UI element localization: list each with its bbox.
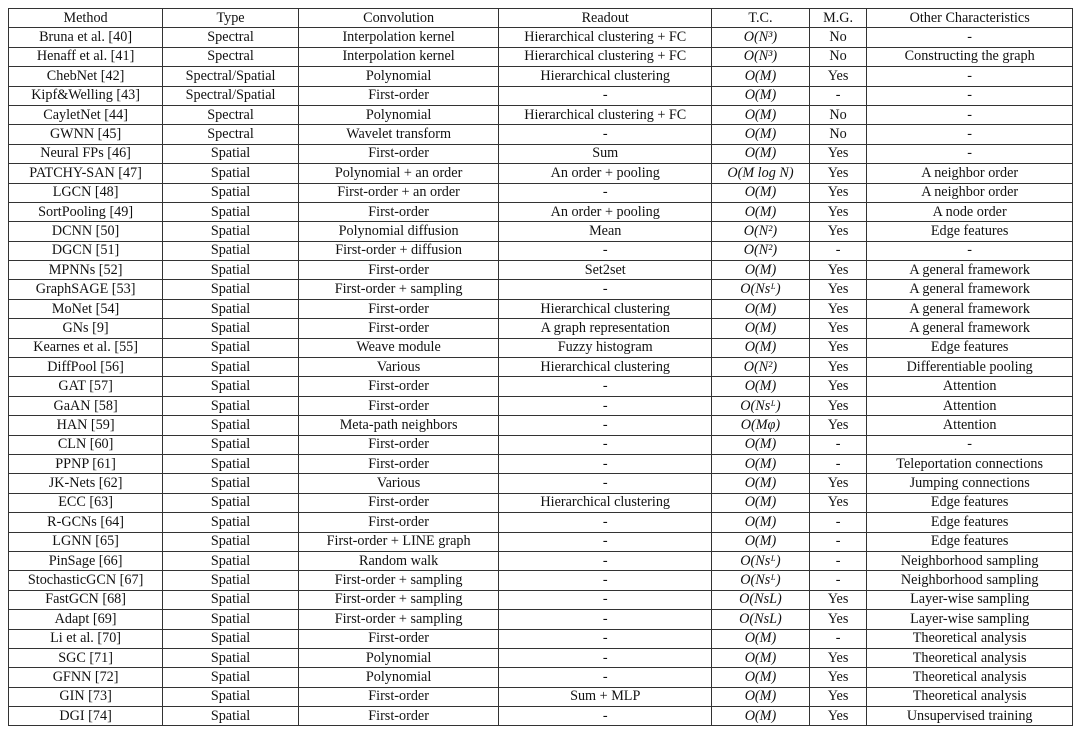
time-complexity-cell: O(M)	[712, 144, 810, 163]
table-row	[9, 474, 1073, 493]
table-row	[9, 47, 1073, 66]
time-complexity-cell: O(M)	[712, 687, 810, 706]
method-cell: CayletNet [44]	[9, 105, 163, 124]
time-complexity-cell: O(M)	[712, 435, 810, 454]
table-row	[9, 435, 1073, 454]
other-characteristics-cell: -	[867, 67, 1073, 86]
multiple-graphs-cell: Yes	[809, 183, 867, 202]
method-cell: Kipf&Welling [43]	[9, 86, 163, 105]
convolution-cell: Polynomial	[298, 105, 498, 124]
method-cell: ChebNet [42]	[9, 67, 163, 86]
table-row	[9, 28, 1073, 47]
convolution-cell: First-order	[298, 144, 498, 163]
readout-cell: -	[499, 454, 712, 473]
time-complexity-cell: O(NsL)	[712, 610, 810, 629]
convolution-cell: Polynomial	[298, 668, 498, 687]
readout-cell: -	[499, 183, 712, 202]
time-complexity-cell: O(M)	[712, 707, 810, 726]
table-row	[9, 125, 1073, 144]
other-characteristics-cell: A general framework	[867, 261, 1073, 280]
multiple-graphs-cell: Yes	[809, 319, 867, 338]
other-characteristics-cell: A general framework	[867, 280, 1073, 299]
other-characteristics-cell: Edge features	[867, 493, 1073, 512]
type-cell: Spatial	[163, 435, 299, 454]
table-row	[9, 222, 1073, 241]
multiple-graphs-cell: Yes	[809, 493, 867, 512]
convolution-cell: First-order	[298, 493, 498, 512]
method-cell: DGCN [51]	[9, 241, 163, 260]
method-cell: GFNN [72]	[9, 668, 163, 687]
convolution-cell: Polynomial	[298, 648, 498, 667]
other-characteristics-cell: A neighbor order	[867, 164, 1073, 183]
multiple-graphs-cell: -	[809, 86, 867, 105]
type-cell: Spatial	[163, 551, 299, 570]
time-complexity-cell: O(Nsᴸ)	[712, 571, 810, 590]
multiple-graphs-cell: Yes	[809, 396, 867, 415]
table-row	[9, 299, 1073, 318]
table-row	[9, 241, 1073, 260]
type-cell: Spatial	[163, 707, 299, 726]
time-complexity-cell: O(M)	[712, 202, 810, 221]
other-characteristics-cell: A neighbor order	[867, 183, 1073, 202]
readout-cell: -	[499, 280, 712, 299]
other-characteristics-cell: Theoretical analysis	[867, 629, 1073, 648]
type-cell: Spatial	[163, 454, 299, 473]
convolution-cell: First-order + an order	[298, 183, 498, 202]
multiple-graphs-cell: Yes	[809, 144, 867, 163]
readout-cell: -	[499, 513, 712, 532]
method-cell: SGC [71]	[9, 648, 163, 667]
table-row	[9, 513, 1073, 532]
convolution-cell: Polynomial	[298, 67, 498, 86]
comparison-table-container	[8, 8, 1073, 726]
multiple-graphs-cell: No	[809, 28, 867, 47]
method-cell: GNs [9]	[9, 319, 163, 338]
table-row	[9, 164, 1073, 183]
time-complexity-cell: O(M)	[712, 454, 810, 473]
type-cell: Spatial	[163, 261, 299, 280]
method-cell: Li et al. [70]	[9, 629, 163, 648]
convolution-cell: First-order	[298, 435, 498, 454]
type-cell: Spectral	[163, 47, 299, 66]
method-cell: Kearnes et al. [55]	[9, 338, 163, 357]
other-characteristics-cell: Constructing the graph	[867, 47, 1073, 66]
other-characteristics-cell: -	[867, 125, 1073, 144]
type-cell: Spatial	[163, 629, 299, 648]
time-complexity-cell: O(M)	[712, 668, 810, 687]
type-cell: Spatial	[163, 358, 299, 377]
multiple-graphs-cell: Yes	[809, 687, 867, 706]
other-characteristics-cell: Layer-wise sampling	[867, 590, 1073, 609]
readout-cell: -	[499, 241, 712, 260]
multiple-graphs-cell: Yes	[809, 338, 867, 357]
other-characteristics-cell: Theoretical analysis	[867, 687, 1073, 706]
table-row	[9, 590, 1073, 609]
convolution-cell: First-order + sampling	[298, 280, 498, 299]
time-complexity-cell: O(M)	[712, 261, 810, 280]
convolution-cell: Polynomial diffusion	[298, 222, 498, 241]
readout-cell: -	[499, 435, 712, 454]
method-cell: Neural FPs [46]	[9, 144, 163, 163]
convolution-cell: Random walk	[298, 551, 498, 570]
method-cell: DCNN [50]	[9, 222, 163, 241]
other-characteristics-cell: -	[867, 435, 1073, 454]
method-cell: Adapt [69]	[9, 610, 163, 629]
method-cell: LGCN [48]	[9, 183, 163, 202]
convolution-cell: First-order	[298, 454, 498, 473]
time-complexity-cell: O(M)	[712, 532, 810, 551]
readout-cell: An order + pooling	[499, 202, 712, 221]
type-cell: Spatial	[163, 513, 299, 532]
table-row	[9, 280, 1073, 299]
convolution-cell: First-order	[298, 261, 498, 280]
table-row	[9, 493, 1073, 512]
multiple-graphs-cell: No	[809, 47, 867, 66]
method-cell: SortPooling [49]	[9, 202, 163, 221]
multiple-graphs-cell: Yes	[809, 222, 867, 241]
multiple-graphs-cell: -	[809, 551, 867, 570]
method-cell: R-GCNs [64]	[9, 513, 163, 532]
type-cell: Spatial	[163, 474, 299, 493]
header-readout: Readout	[499, 9, 712, 28]
readout-cell: -	[499, 707, 712, 726]
method-cell: Henaff et al. [41]	[9, 47, 163, 66]
time-complexity-cell: O(M)	[712, 86, 810, 105]
type-cell: Spatial	[163, 164, 299, 183]
readout-cell: Sum	[499, 144, 712, 163]
method-cell: MPNNs [52]	[9, 261, 163, 280]
method-cell: DiffPool [56]	[9, 358, 163, 377]
readout-cell: -	[499, 668, 712, 687]
convolution-cell: Weave module	[298, 338, 498, 357]
readout-cell: -	[499, 416, 712, 435]
other-characteristics-cell: Jumping connections	[867, 474, 1073, 493]
time-complexity-cell: O(N²)	[712, 358, 810, 377]
type-cell: Spectral	[163, 125, 299, 144]
table-row	[9, 358, 1073, 377]
convolution-cell: First-order	[298, 396, 498, 415]
time-complexity-cell: O(N²)	[712, 222, 810, 241]
multiple-graphs-cell: Yes	[809, 648, 867, 667]
multiple-graphs-cell: -	[809, 454, 867, 473]
time-complexity-cell: O(M)	[712, 377, 810, 396]
type-cell: Spatial	[163, 648, 299, 667]
readout-cell: Set2set	[499, 261, 712, 280]
time-complexity-cell: O(M)	[712, 513, 810, 532]
method-cell: DGI [74]	[9, 707, 163, 726]
table-row	[9, 610, 1073, 629]
time-complexity-cell: O(N³)	[712, 47, 810, 66]
readout-cell: Hierarchical clustering	[499, 299, 712, 318]
method-cell: GaAN [58]	[9, 396, 163, 415]
readout-cell: -	[499, 532, 712, 551]
convolution-cell: First-order	[298, 202, 498, 221]
other-characteristics-cell: Theoretical analysis	[867, 648, 1073, 667]
other-characteristics-cell: Neighborhood sampling	[867, 571, 1073, 590]
time-complexity-cell: O(M)	[712, 648, 810, 667]
type-cell: Spectral/Spatial	[163, 67, 299, 86]
convolution-cell: Interpolation kernel	[298, 28, 498, 47]
other-characteristics-cell: -	[867, 86, 1073, 105]
time-complexity-cell: O(M)	[712, 67, 810, 86]
table-row	[9, 67, 1073, 86]
convolution-cell: First-order	[298, 687, 498, 706]
multiple-graphs-cell: Yes	[809, 299, 867, 318]
readout-cell: Hierarchical clustering	[499, 493, 712, 512]
convolution-cell: First-order	[298, 513, 498, 532]
other-characteristics-cell: Differentiable pooling	[867, 358, 1073, 377]
convolution-cell: First-order + diffusion	[298, 241, 498, 260]
header-time-complexity: T.C.	[712, 9, 810, 28]
readout-cell: -	[499, 610, 712, 629]
method-cell: HAN [59]	[9, 416, 163, 435]
time-complexity-cell: O(M)	[712, 474, 810, 493]
method-cell: LGNN [65]	[9, 532, 163, 551]
table-row	[9, 183, 1073, 202]
convolution-cell: First-order	[298, 86, 498, 105]
method-cell: MoNet [54]	[9, 299, 163, 318]
other-characteristics-cell: -	[867, 241, 1073, 260]
multiple-graphs-cell: -	[809, 435, 867, 454]
method-cell: GWNN [45]	[9, 125, 163, 144]
convolution-cell: First-order	[298, 629, 498, 648]
type-cell: Spatial	[163, 183, 299, 202]
readout-cell: -	[499, 590, 712, 609]
readout-cell: Hierarchical clustering + FC	[499, 28, 712, 47]
table-row	[9, 319, 1073, 338]
table-row	[9, 416, 1073, 435]
table-row	[9, 648, 1073, 667]
type-cell: Spatial	[163, 377, 299, 396]
readout-cell: -	[499, 86, 712, 105]
readout-cell: Fuzzy histogram	[499, 338, 712, 357]
multiple-graphs-cell: Yes	[809, 474, 867, 493]
header-method: Method	[9, 9, 163, 28]
readout-cell: A graph representation	[499, 319, 712, 338]
readout-cell: Hierarchical clustering	[499, 67, 712, 86]
method-cell: ECC [63]	[9, 493, 163, 512]
time-complexity-cell: O(M)	[712, 319, 810, 338]
method-cell: Bruna et al. [40]	[9, 28, 163, 47]
table-row	[9, 687, 1073, 706]
method-cell: CLN [60]	[9, 435, 163, 454]
time-complexity-cell: O(M log N)	[712, 164, 810, 183]
table-row	[9, 377, 1073, 396]
type-cell: Spatial	[163, 610, 299, 629]
type-cell: Spatial	[163, 590, 299, 609]
multiple-graphs-cell: Yes	[809, 590, 867, 609]
readout-cell: -	[499, 551, 712, 570]
type-cell: Spatial	[163, 571, 299, 590]
header-row	[9, 9, 1073, 28]
convolution-cell: First-order + LINE graph	[298, 532, 498, 551]
readout-cell: Hierarchical clustering	[499, 358, 712, 377]
table-row	[9, 668, 1073, 687]
time-complexity-cell: O(Nsᴸ)	[712, 551, 810, 570]
other-characteristics-cell: Teleportation connections	[867, 454, 1073, 473]
time-complexity-cell: O(N²)	[712, 241, 810, 260]
method-cell: StochasticGCN [67]	[9, 571, 163, 590]
header-convolution: Convolution	[298, 9, 498, 28]
convolution-cell: Various	[298, 358, 498, 377]
other-characteristics-cell: Layer-wise sampling	[867, 610, 1073, 629]
time-complexity-cell: O(Nsᴸ)	[712, 280, 810, 299]
multiple-graphs-cell: -	[809, 241, 867, 260]
type-cell: Spatial	[163, 144, 299, 163]
table-row	[9, 532, 1073, 551]
multiple-graphs-cell: Yes	[809, 280, 867, 299]
method-cell: PATCHY-SAN [47]	[9, 164, 163, 183]
multiple-graphs-cell: -	[809, 513, 867, 532]
convolution-cell: First-order + sampling	[298, 610, 498, 629]
time-complexity-cell: O(Mφ)	[712, 416, 810, 435]
multiple-graphs-cell: Yes	[809, 358, 867, 377]
type-cell: Spatial	[163, 222, 299, 241]
type-cell: Spatial	[163, 396, 299, 415]
convolution-cell: First-order	[298, 707, 498, 726]
time-complexity-cell: O(Nsᴸ)	[712, 396, 810, 415]
method-cell: PPNP [61]	[9, 454, 163, 473]
other-characteristics-cell: -	[867, 144, 1073, 163]
convolution-cell: Various	[298, 474, 498, 493]
type-cell: Spatial	[163, 280, 299, 299]
convolution-cell: Wavelet transform	[298, 125, 498, 144]
multiple-graphs-cell: Yes	[809, 164, 867, 183]
header-other-characteristics: Other Characteristics	[867, 9, 1073, 28]
table-row	[9, 629, 1073, 648]
convolution-cell: First-order + sampling	[298, 590, 498, 609]
time-complexity-cell: O(M)	[712, 629, 810, 648]
header-multiple-graphs: M.G.	[809, 9, 867, 28]
multiple-graphs-cell: Yes	[809, 707, 867, 726]
time-complexity-cell: O(N³)	[712, 28, 810, 47]
time-complexity-cell: O(M)	[712, 493, 810, 512]
multiple-graphs-cell: Yes	[809, 416, 867, 435]
time-complexity-cell: O(M)	[712, 125, 810, 144]
multiple-graphs-cell: -	[809, 629, 867, 648]
type-cell: Spectral	[163, 105, 299, 124]
type-cell: Spatial	[163, 668, 299, 687]
other-characteristics-cell: Edge features	[867, 338, 1073, 357]
convolution-cell: Polynomial + an order	[298, 164, 498, 183]
other-characteristics-cell: -	[867, 28, 1073, 47]
readout-cell: -	[499, 377, 712, 396]
other-characteristics-cell: Neighborhood sampling	[867, 551, 1073, 570]
time-complexity-cell: O(M)	[712, 299, 810, 318]
convolution-cell: First-order + sampling	[298, 571, 498, 590]
other-characteristics-cell: A general framework	[867, 319, 1073, 338]
readout-cell: An order + pooling	[499, 164, 712, 183]
table-row	[9, 144, 1073, 163]
multiple-graphs-cell: Yes	[809, 610, 867, 629]
other-characteristics-cell: -	[867, 105, 1073, 124]
table-row	[9, 454, 1073, 473]
method-cell: GIN [73]	[9, 687, 163, 706]
table-row	[9, 707, 1073, 726]
multiple-graphs-cell: Yes	[809, 668, 867, 687]
table-row	[9, 105, 1073, 124]
table-row	[9, 86, 1073, 105]
readout-cell: -	[499, 629, 712, 648]
table-row	[9, 202, 1073, 221]
convolution-cell: Interpolation kernel	[298, 47, 498, 66]
readout-cell: -	[499, 571, 712, 590]
multiple-graphs-cell: No	[809, 105, 867, 124]
method-cell: GAT [57]	[9, 377, 163, 396]
multiple-graphs-cell: Yes	[809, 261, 867, 280]
multiple-graphs-cell: Yes	[809, 67, 867, 86]
readout-cell: Mean	[499, 222, 712, 241]
type-cell: Spatial	[163, 319, 299, 338]
table-row	[9, 396, 1073, 415]
type-cell: Spatial	[163, 493, 299, 512]
multiple-graphs-cell: -	[809, 571, 867, 590]
other-characteristics-cell: Attention	[867, 377, 1073, 396]
other-characteristics-cell: A node order	[867, 202, 1073, 221]
convolution-cell: First-order	[298, 377, 498, 396]
time-complexity-cell: O(NsL)	[712, 590, 810, 609]
gnn-comparison-table	[8, 8, 1073, 726]
convolution-cell: First-order	[298, 299, 498, 318]
header-type: Type	[163, 9, 299, 28]
table-row	[9, 261, 1073, 280]
table-body	[9, 28, 1073, 726]
method-cell: GraphSAGE [53]	[9, 280, 163, 299]
readout-cell: -	[499, 474, 712, 493]
multiple-graphs-cell: Yes	[809, 377, 867, 396]
convolution-cell: First-order	[298, 319, 498, 338]
readout-cell: Hierarchical clustering + FC	[499, 47, 712, 66]
convolution-cell: Meta-path neighbors	[298, 416, 498, 435]
readout-cell: Hierarchical clustering + FC	[499, 105, 712, 124]
type-cell: Spatial	[163, 532, 299, 551]
time-complexity-cell: O(M)	[712, 338, 810, 357]
method-cell: PinSage [66]	[9, 551, 163, 570]
other-characteristics-cell: A general framework	[867, 299, 1073, 318]
time-complexity-cell: O(M)	[712, 105, 810, 124]
table-row	[9, 551, 1073, 570]
type-cell: Spatial	[163, 416, 299, 435]
readout-cell: -	[499, 648, 712, 667]
readout-cell: Sum + MLP	[499, 687, 712, 706]
table-row	[9, 338, 1073, 357]
multiple-graphs-cell: Yes	[809, 202, 867, 221]
type-cell: Spatial	[163, 687, 299, 706]
type-cell: Spectral	[163, 28, 299, 47]
other-characteristics-cell: Attention	[867, 416, 1073, 435]
table-row	[9, 571, 1073, 590]
multiple-graphs-cell: No	[809, 125, 867, 144]
time-complexity-cell: O(M)	[712, 183, 810, 202]
other-characteristics-cell: Edge features	[867, 513, 1073, 532]
other-characteristics-cell: Edge features	[867, 222, 1073, 241]
type-cell: Spatial	[163, 241, 299, 260]
multiple-graphs-cell: -	[809, 532, 867, 551]
type-cell: Spatial	[163, 299, 299, 318]
readout-cell: -	[499, 125, 712, 144]
other-characteristics-cell: Edge features	[867, 532, 1073, 551]
type-cell: Spatial	[163, 338, 299, 357]
readout-cell: -	[499, 396, 712, 415]
method-cell: FastGCN [68]	[9, 590, 163, 609]
other-characteristics-cell: Theoretical analysis	[867, 668, 1073, 687]
type-cell: Spectral/Spatial	[163, 86, 299, 105]
method-cell: JK-Nets [62]	[9, 474, 163, 493]
type-cell: Spatial	[163, 202, 299, 221]
other-characteristics-cell: Unsupervised training	[867, 707, 1073, 726]
other-characteristics-cell: Attention	[867, 396, 1073, 415]
